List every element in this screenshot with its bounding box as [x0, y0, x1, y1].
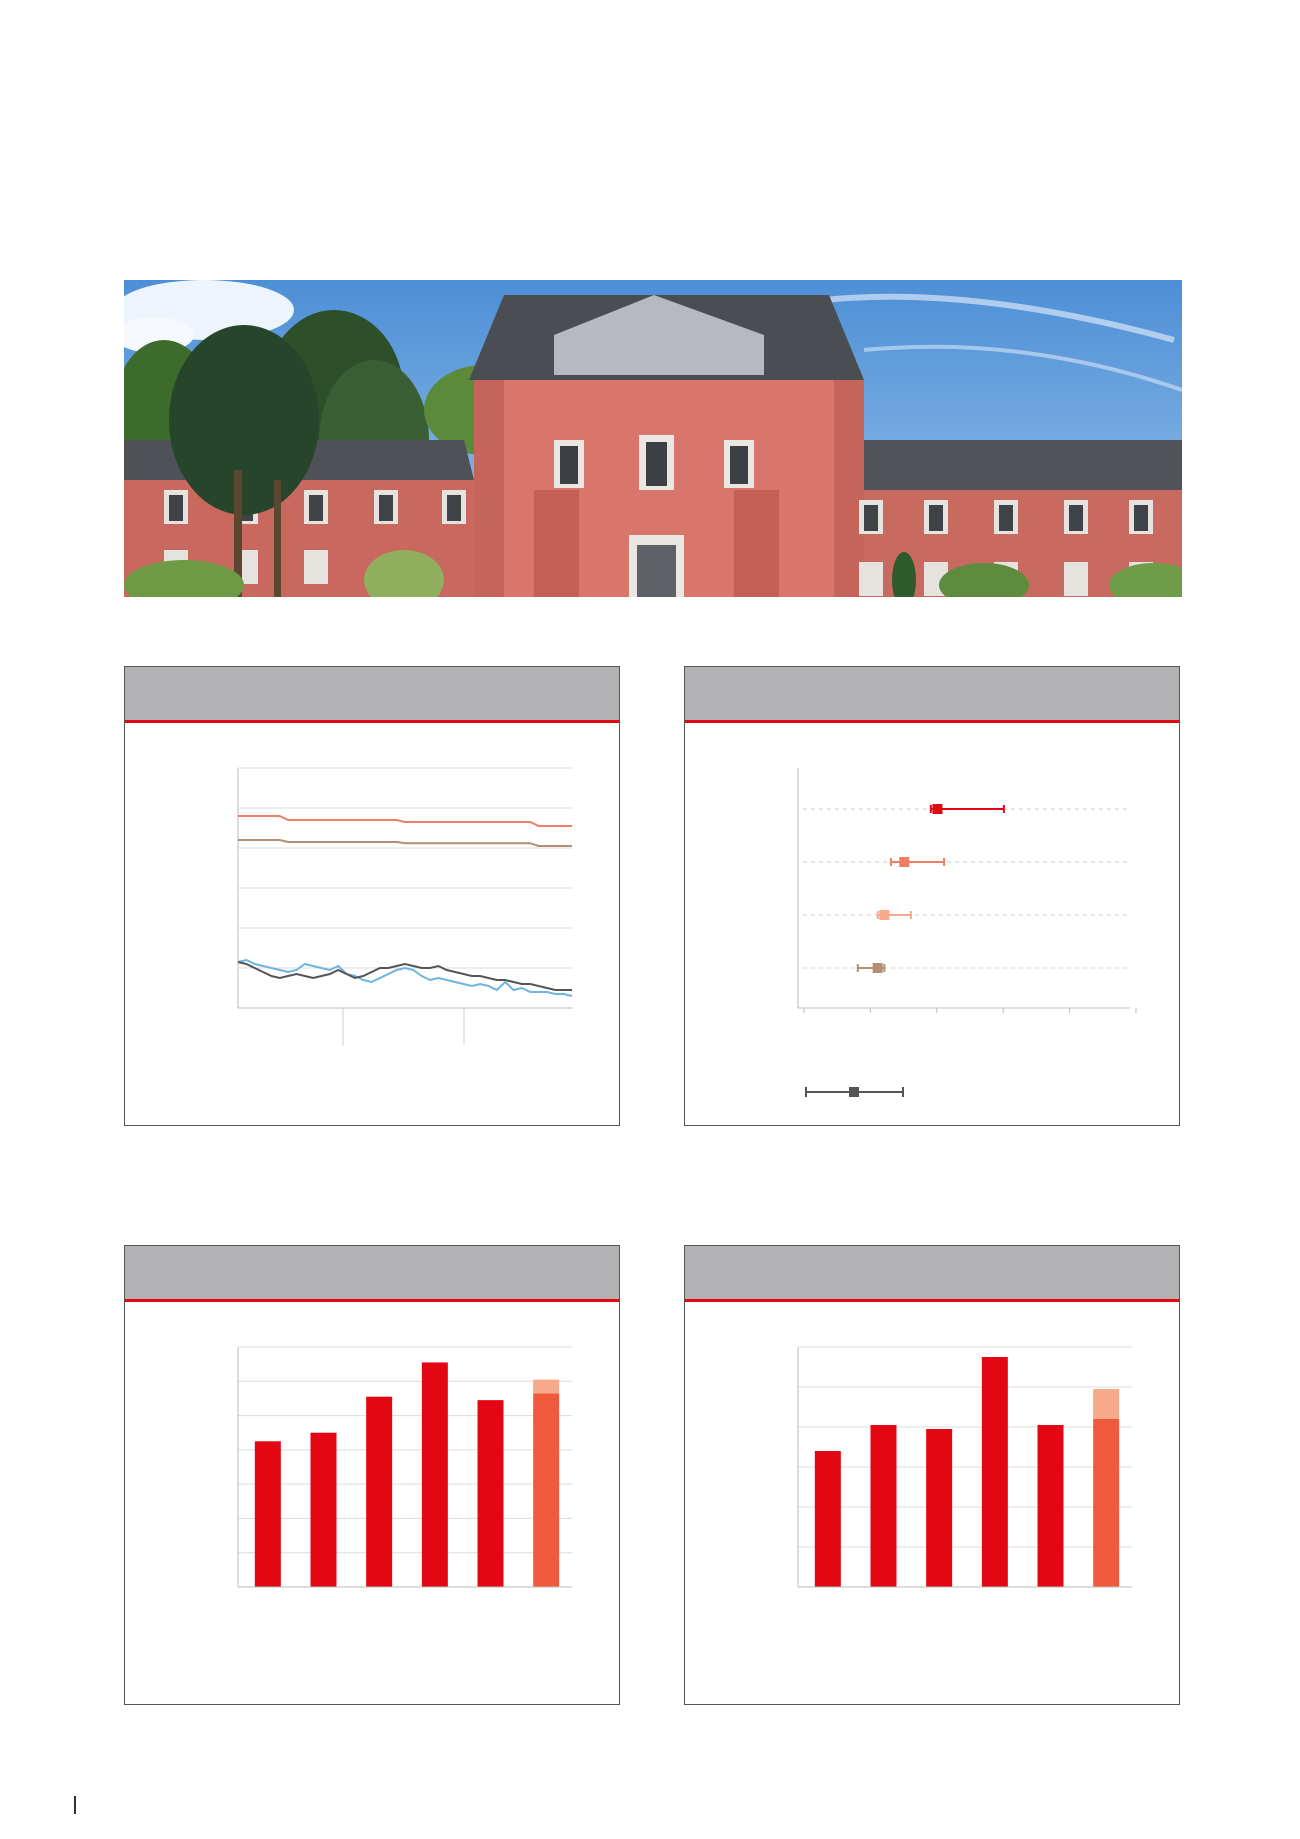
bar [982, 1357, 1008, 1587]
panel-header [125, 1246, 619, 1302]
point-marker [899, 857, 909, 867]
bar [478, 1400, 504, 1587]
page-margin-mark [74, 1796, 76, 1814]
line-chart-panel [124, 666, 620, 1126]
bar [926, 1429, 952, 1587]
bar [311, 1433, 337, 1587]
point-marker [879, 910, 889, 920]
point-marker [932, 804, 942, 814]
series-line-1 [238, 840, 572, 846]
bar [815, 1451, 841, 1587]
series-line-3 [238, 962, 572, 990]
legend-point-marker [849, 1087, 859, 1097]
bar [422, 1362, 448, 1587]
bar-forecast-extension [1093, 1389, 1119, 1419]
bar-chart-panel-right [684, 1245, 1180, 1705]
bar [255, 1441, 281, 1587]
bar-forecast-extension [533, 1380, 559, 1394]
series-line-0 [238, 816, 572, 826]
bar-chart-right [685, 1302, 1179, 1702]
bar [533, 1393, 559, 1587]
panel-header [125, 667, 619, 723]
range-chart [685, 723, 1179, 1123]
panel-body [125, 723, 619, 1125]
panel-header [685, 667, 1179, 723]
bar [1038, 1425, 1064, 1587]
series-line-2 [238, 960, 572, 996]
bar [871, 1425, 897, 1587]
panel-body [685, 723, 1179, 1125]
castle-photo-illustration [124, 280, 1182, 597]
panel-body [685, 1302, 1179, 1704]
bar [1093, 1419, 1119, 1587]
bar-chart-panel-left [124, 1245, 620, 1705]
castle-photo [124, 280, 1182, 597]
panel-header [685, 1246, 1179, 1302]
point-marker [873, 963, 883, 973]
line-chart [125, 723, 619, 1123]
bar [366, 1397, 392, 1587]
bar-chart-left [125, 1302, 619, 1702]
range-chart-panel [684, 666, 1180, 1126]
panel-body [125, 1302, 619, 1704]
